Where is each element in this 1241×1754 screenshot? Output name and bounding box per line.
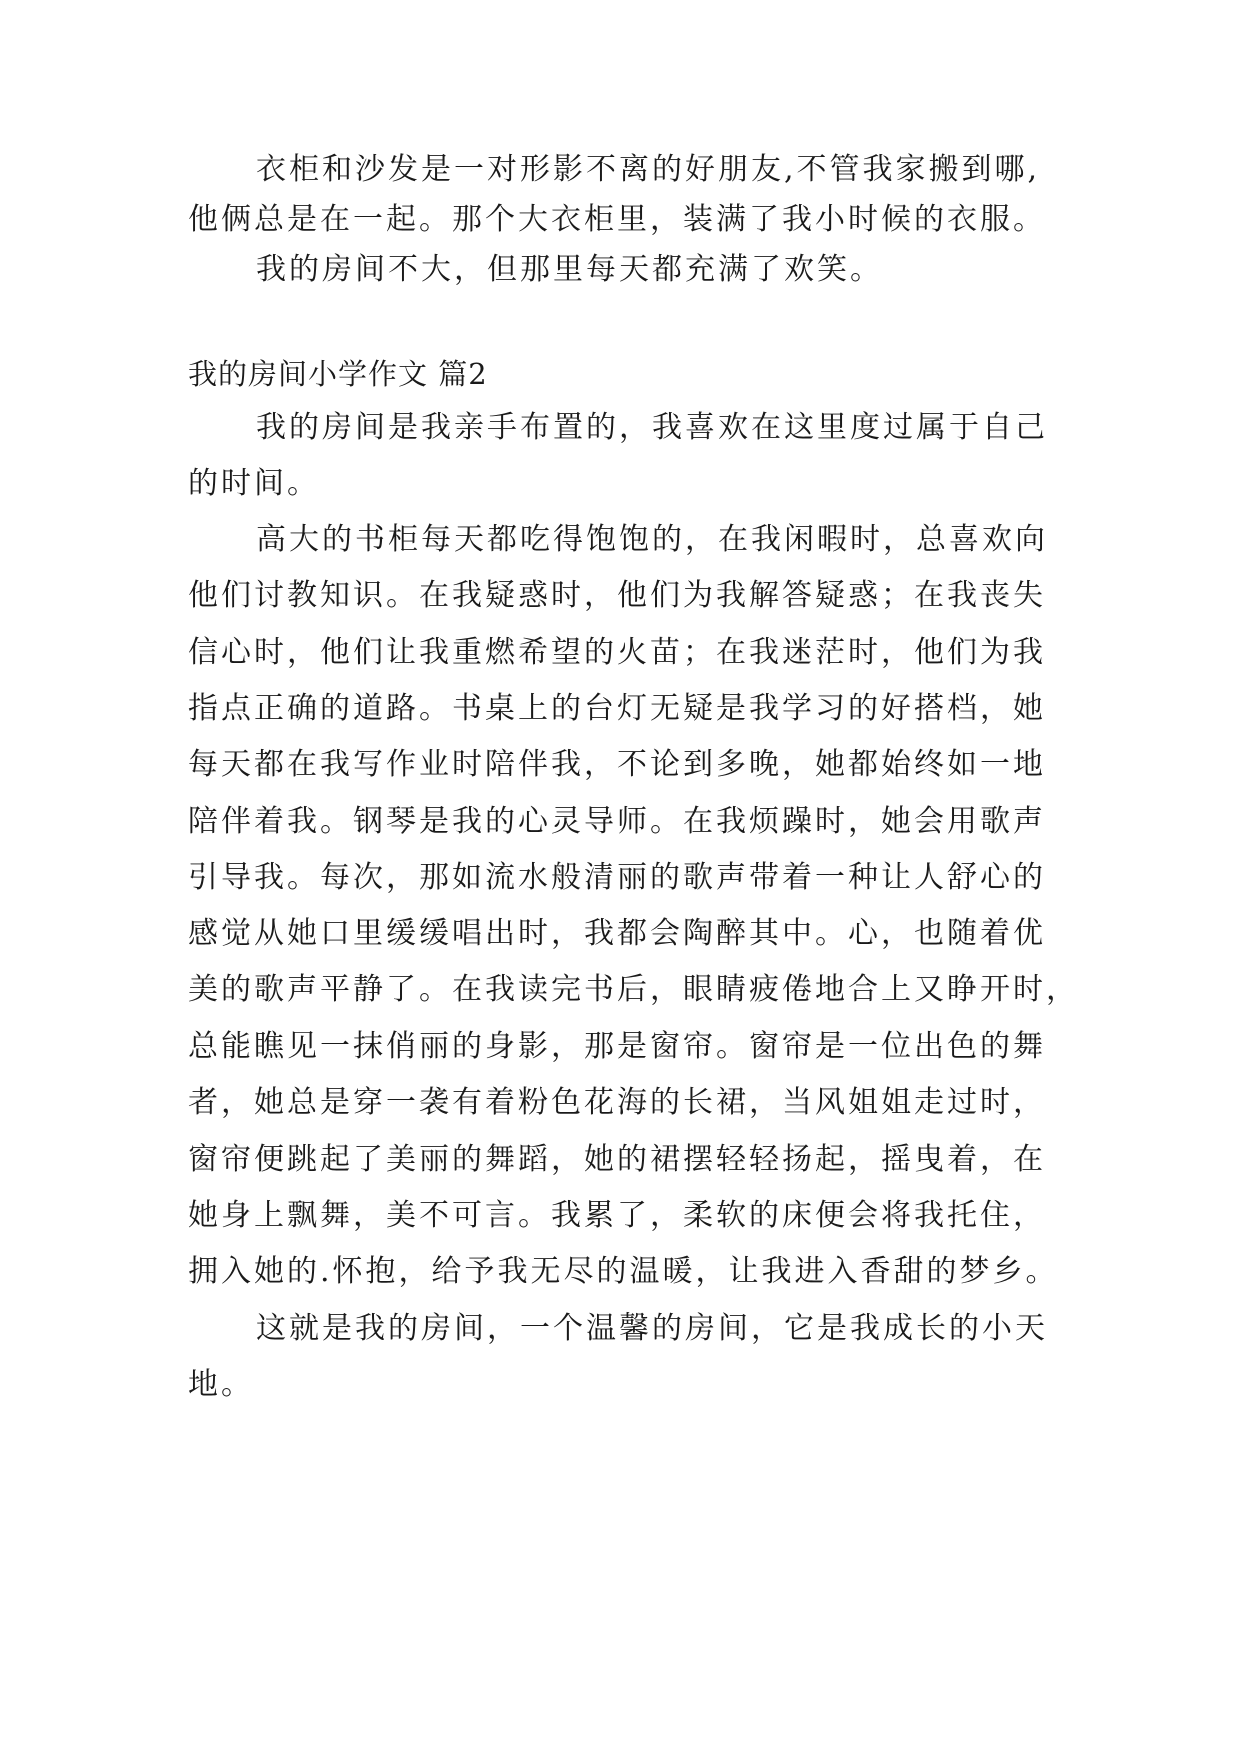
- paragraph-line: 高大的书柜每天都吃得饱饱的，在我闲暇时，总喜欢向: [256, 522, 1048, 557]
- paragraph-line: 他们讨教知识。在我疑惑时，他们为我解答疑惑；在我丧失: [188, 578, 1046, 613]
- paragraph-line: 他俩总是在一起。那个大衣柜里，装满了我小时候的衣服。: [188, 202, 1046, 237]
- paragraph-line: 者，她总是穿一袭有着粉色花海的长裙，当风姐姐走过时，: [188, 1085, 1046, 1120]
- paragraph-line: 这就是我的房间，一个温馨的房间，它是我成长的小天: [256, 1311, 1048, 1346]
- paragraph-line: 总能瞧见一抹俏丽的身影，那是窗帘。窗帘是一位出色的舞: [188, 1029, 1046, 1064]
- paragraph-line: 拥入她的.怀抱，给予我无尽的温暖，让我进入香甜的梦乡。: [188, 1254, 1059, 1289]
- paragraph-line: 感觉从她口里缓缓唱出时，我都会陶醉其中。心，也随着优: [188, 916, 1046, 951]
- paragraph-line: 她身上飘舞，美不可言。我累了，柔软的床便会将我托住，: [188, 1198, 1046, 1233]
- paragraph-line: 我的房间是我亲手布置的，我喜欢在这里度过属于自己: [256, 410, 1048, 445]
- paragraph-line: 的时间。: [188, 466, 320, 501]
- paragraph-line: 我的房间不大，但那里每天都充满了欢笑。: [256, 252, 883, 287]
- paragraph-line: 引导我。每次，那如流水般清丽的歌声带着一种让人舒心的: [188, 860, 1046, 895]
- paragraph-line: 每天都在我写作业时陪伴我，不论到多晚，她都始终如一地: [188, 747, 1046, 782]
- paragraph-line: 陪伴着我。钢琴是我的心灵导师。在我烦躁时，她会用歌声: [188, 804, 1046, 839]
- paragraph-line: 美的歌声平静了。在我读完书后，眼睛疲倦地合上又睁开时，: [188, 972, 1079, 1007]
- paragraph-line: 信心时，他们让我重燃希望的火苗；在我迷茫时，他们为我: [188, 635, 1046, 670]
- paragraph-line: 窗帘便跳起了美丽的舞蹈，她的裙摆轻轻扬起，摇曳着，在: [188, 1142, 1046, 1177]
- paragraph-line: 地。: [188, 1367, 254, 1402]
- section-heading: 我的房间小学作文 篇2: [188, 357, 488, 391]
- paragraph-line: 指点正确的道路。书桌上的台灯无疑是我学习的好搭档，她: [188, 691, 1046, 726]
- paragraph-line: 衣柜和沙发是一对形影不离的好朋友,不管我家搬到哪,: [256, 152, 1041, 187]
